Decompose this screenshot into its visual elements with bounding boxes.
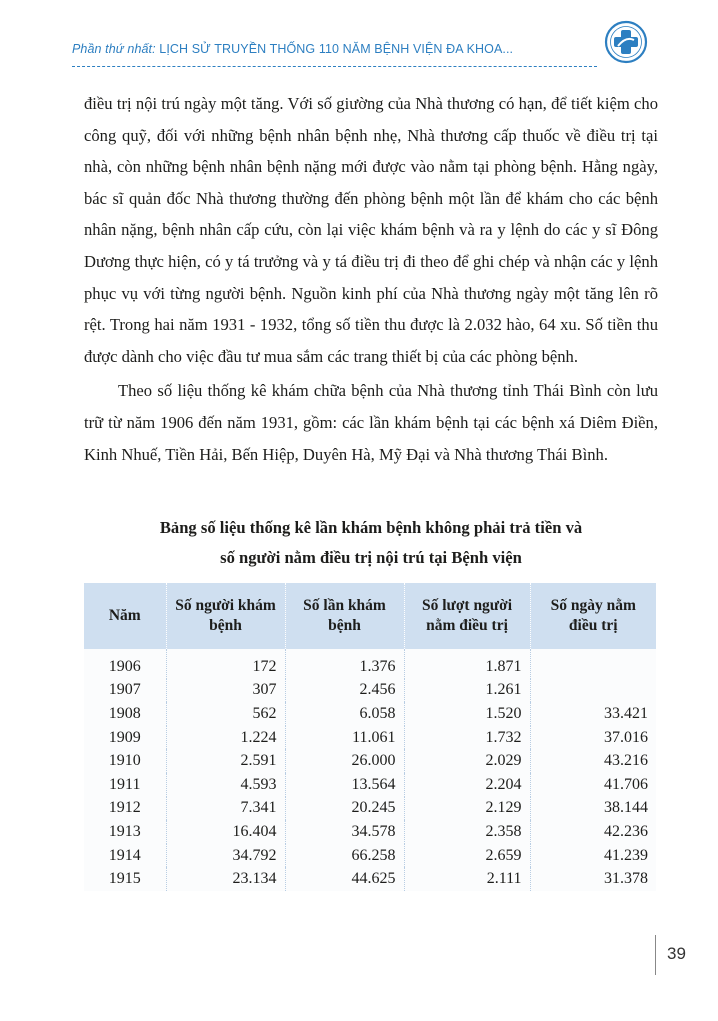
table-cell: 38.144 [604, 799, 648, 817]
table-row [84, 773, 656, 797]
table-cell: 2.204 [404, 773, 530, 797]
year-cell: 1906 [84, 649, 166, 679]
table-cell [530, 679, 656, 703]
table-row [84, 867, 656, 891]
page-number-divider [655, 935, 656, 975]
table-cell: 2.456 [285, 679, 404, 703]
column-header: Số lần khám bệnh [285, 583, 404, 649]
table-cell: 172 [166, 649, 285, 679]
year-cell: 1914 [84, 844, 166, 868]
year-cell: 1910 [84, 749, 166, 773]
hospital-cross-logo-icon [604, 20, 648, 64]
table-cell: 23.134 [166, 867, 285, 891]
table-cell: 1.871 [404, 649, 530, 679]
table-body [84, 649, 656, 891]
table-cell: 307 [166, 679, 285, 703]
table-cell: 11.061 [285, 726, 404, 750]
paragraph: Theo số liệu thống kê khám chữa bệnh của Nhà thương tỉnh Thái Bình còn lưu trữ từ năm 1906 đến năm 1931, gồm: các lần khám bệnh tại các bệnh xá Diêm Điền, Kinh Nhuế, Tiền Hải, Bến Hiệp, Duyên Hà, Mỹ Đại và Nhà thương Thái Bình. [84, 381, 658, 464]
table-row [84, 820, 656, 844]
year-cell: 1908 [84, 702, 166, 726]
table-cell: 16.404 [166, 820, 285, 844]
table-row [84, 726, 656, 750]
statistics-table [84, 583, 656, 891]
table-cell: 1.520 [404, 702, 530, 726]
table-row [84, 844, 656, 868]
table-row [84, 749, 656, 773]
column-header: Năm [84, 583, 166, 649]
table-cell: 44.625 [285, 867, 404, 891]
table-cell: 34.578 [285, 820, 404, 844]
table-cell: 31.378 [604, 870, 648, 888]
year-cell: 1915 [84, 867, 166, 891]
table-cell: 4.593 [166, 773, 285, 797]
column-header: Số lượt người nằm điều trị [404, 583, 530, 649]
paragraph: điều trị nội trú ngày một tăng. Với số giường của Nhà thương có hạn, để tiết kiệm cho công quỹ, đối với những bệnh nhân bệnh nhẹ, Nhà thương cấp thuốc về điều trị tại nhà, còn những bệnh nhân bệnh nặng mới được vào nằm tại phòng bệnh. Hằng ngày, bác sĩ quản đốc Nhà thương thường đến phòng bệnh một lần để khám cho các bệnh nhân nặng, bệnh nhân cấp cứu, còn lại việc khám bệnh và ra y lệnh do các y sĩ Đông Dương thực hiện, có y tá trưởng và y tá điều trị đi theo để ghi chép và nhận các y lệnh phục vụ với từng người bệnh. Nguồn kinh phí của Nhà thương ngày một tăng lên rõ rệt. Trong hai năm 1931 - 1932, tổng số tiền thu được là 2.032 hào, 64 xu. Số tiền thu được dành cho việc đầu tư mua sắm các trang thiết bị của các phòng bệnh. [84, 94, 658, 366]
table-row [84, 679, 656, 703]
table-cell: 37.016 [604, 728, 648, 746]
header-title: LỊCH SỬ TRUYỀN THỐNG 110 NĂM BỆNH VIỆN ĐA KHOA... [159, 42, 514, 56]
table-cell: 41.706 [604, 775, 648, 793]
table-cell [530, 649, 656, 679]
table-header-row [84, 583, 656, 649]
table-cell: 20.245 [285, 797, 404, 821]
table-cell: 2.659 [404, 844, 530, 868]
table-title [84, 513, 658, 573]
table-cell: 26.000 [285, 749, 404, 773]
year-cell: 1907 [84, 679, 166, 703]
year-cell: 1911 [84, 773, 166, 797]
table-cell: 43.216 [604, 752, 648, 770]
table-cell: 13.564 [285, 773, 404, 797]
page-number: 39 [667, 944, 686, 963]
table-cell: 562 [166, 702, 285, 726]
column-header: Số người khám bệnh [166, 583, 285, 649]
table-cell: 2.591 [166, 749, 285, 773]
year-cell: 1913 [84, 820, 166, 844]
table-row [84, 649, 656, 679]
table-cell: 1.224 [166, 726, 285, 750]
running-header [72, 42, 592, 56]
table-cell: 2.358 [404, 820, 530, 844]
table-cell: 2.029 [404, 749, 530, 773]
year-cell: 1909 [84, 726, 166, 750]
table-cell: 66.258 [285, 844, 404, 868]
header-part-label: Phần thứ nhất: [72, 42, 156, 56]
table-cell: 1.261 [404, 679, 530, 703]
table-cell: 34.792 [166, 844, 285, 868]
table-cell: 2.111 [404, 867, 530, 891]
table-cell: 33.421 [604, 704, 648, 722]
header-divider [72, 66, 597, 67]
table-title-line: Bảng số liệu thống kê lần khám bệnh không phải trả tiền và [159, 518, 583, 537]
table-cell: 41.239 [604, 846, 648, 864]
year-cell: 1912 [84, 797, 166, 821]
column-header: Số ngày nằm điều trị [530, 583, 656, 649]
table-row [84, 797, 656, 821]
table-cell: 42.236 [604, 822, 648, 840]
table-row [84, 702, 656, 726]
table-title-line: số người nằm điều trị nội trú tại Bệnh viện [220, 548, 522, 567]
table-cell: 7.341 [166, 797, 285, 821]
table-cell: 1.376 [285, 649, 404, 679]
table-cell: 2.129 [404, 797, 530, 821]
body-text [84, 88, 658, 470]
table-cell: 6.058 [285, 702, 404, 726]
table-cell: 1.732 [404, 726, 530, 750]
